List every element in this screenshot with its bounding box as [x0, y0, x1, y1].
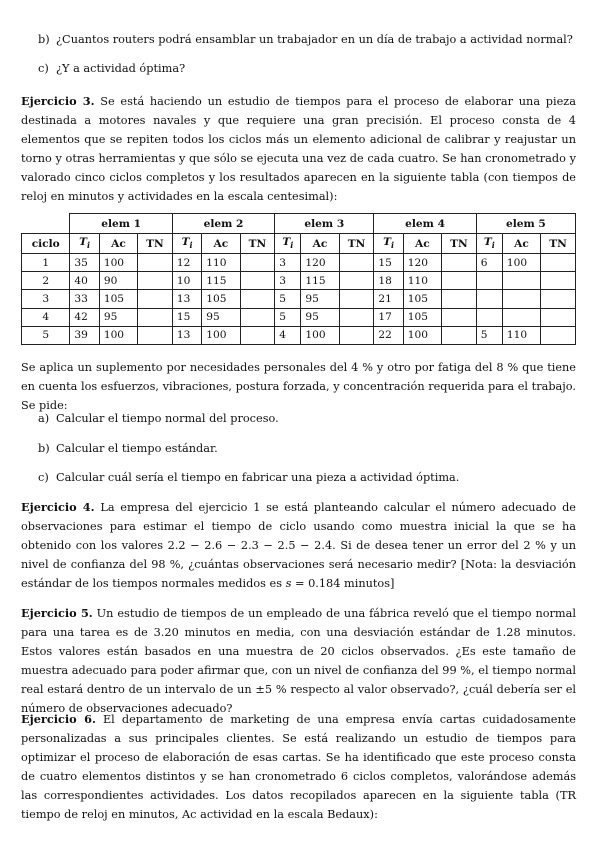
value-cell: 33 — [70, 290, 99, 308]
cycle-header: ciclo — [22, 234, 70, 254]
value-cell — [240, 290, 275, 308]
tn-header: TN — [442, 234, 477, 254]
ac-header: Ac — [301, 234, 339, 254]
value-cell — [541, 272, 576, 290]
exercise-3-supplements: Se aplica un suplemento por necesidades personales del 4 % y otro por fatiga del 8 % que tiene en cuenta los esfuerzos, vibraciones, postura forzada, y concentración requerida para el trabajo. Se pide: — [21, 361, 576, 413]
value-cell: 110 — [202, 254, 240, 272]
value-cell: 3 — [275, 254, 301, 272]
question-c: c) ¿Y a actividad óptima? — [38, 62, 186, 75]
value-cell: 100 — [202, 326, 240, 344]
value-cell: 12 — [172, 254, 201, 272]
value-cell — [339, 254, 374, 272]
value-cell: 21 — [374, 290, 403, 308]
value-cell — [339, 326, 374, 344]
table-group-header — [22, 214, 576, 234]
value-cell: 115 — [301, 272, 339, 290]
value-cell — [138, 254, 173, 272]
value-cell: 120 — [403, 254, 441, 272]
value-cell — [138, 290, 173, 308]
value-cell — [138, 308, 173, 326]
value-cell — [339, 308, 374, 326]
value-cell — [502, 290, 540, 308]
value-cell — [502, 272, 540, 290]
value-cell: 35 — [70, 254, 99, 272]
value-cell: 95 — [99, 308, 137, 326]
tn-header: TN — [339, 234, 374, 254]
value-cell — [240, 254, 275, 272]
table-row — [22, 272, 576, 290]
value-cell: 18 — [374, 272, 403, 290]
cycle-cell: 5 — [22, 326, 70, 344]
exercise-3-item-c: c) Calcular cuál sería el tiempo en fabricar una pieza a actividad óptima. — [38, 471, 460, 484]
ac-header: Ac — [202, 234, 240, 254]
tn-header: TN — [138, 234, 173, 254]
question-b: b) ¿Cuantos routers podrá ensamblar un trabajador en un día de trabajo a actividad normal? — [38, 33, 573, 46]
value-cell: 90 — [99, 272, 137, 290]
value-cell — [240, 326, 275, 344]
group-header: elem 5 — [476, 214, 575, 234]
value-cell: 5 — [275, 308, 301, 326]
value-cell — [541, 308, 576, 326]
value-cell: 3 — [275, 272, 301, 290]
table-sub-header — [22, 234, 576, 254]
value-cell: 13 — [172, 326, 201, 344]
exercise-5: Ejercicio 5. Un estudio de tiempos de un empleado de una fábrica reveló que el tiempo normal para una tarea es de 3.20 minutos en media, con una desviación estándar de 1.28 minutos. Estos valores están basados en una muestra de 20 ciclos observados. ¿Es este tamaño de muestra adecuado para poder afirmar que, con un nivel de confianza del 99 %, el tiempo normal real estará dentro de un intervalo de un ±5 % respecto al valor observado?, ¿cuál debería ser el número de observaciones adecuado? — [21, 606, 576, 716]
value-cell: 15 — [172, 308, 201, 326]
value-cell — [442, 326, 477, 344]
value-cell: 100 — [502, 254, 540, 272]
value-cell — [339, 290, 374, 308]
ac-header: Ac — [99, 234, 137, 254]
value-cell — [541, 254, 576, 272]
ac-header: Ac — [403, 234, 441, 254]
value-cell — [138, 326, 173, 344]
table-row — [22, 254, 576, 272]
value-cell — [240, 272, 275, 290]
exercise-3-item-a: a) Calcular el tiempo normal del proceso. — [38, 412, 279, 425]
exercise-4: Ejercicio 4. La empresa del ejercicio 1 se está planteando calcular el número adecuado de observaciones para estimar el tiempo de ciclo usando como muestra inicial la que se ha obtenido con los valores 2.2 − 2.6 − 2.3 − 2.5 − 2.4. Si de desea tener un error del 2 % y un nivel de confianza del 98 %, ¿cuántas observaciones será necesario medir? [Nota: la desviación estándar de los tiempos normales medidos es s = 0.184 minutos] — [21, 500, 576, 591]
value-cell: 105 — [403, 308, 441, 326]
value-cell — [442, 308, 477, 326]
value-cell — [442, 254, 477, 272]
value-cell: 10 — [172, 272, 201, 290]
group-header: elem 1 — [70, 214, 172, 234]
table-row — [22, 308, 576, 326]
table-row — [22, 326, 576, 344]
cycle-cell: 1 — [22, 254, 70, 272]
t-header: $T_i$ — [172, 234, 201, 254]
t-header: $T_i$ — [476, 234, 502, 254]
cycle-cell: 2 — [22, 272, 70, 290]
value-cell: 15 — [374, 254, 403, 272]
value-cell: 39 — [70, 326, 99, 344]
value-cell: 22 — [374, 326, 403, 344]
group-header: elem 4 — [374, 214, 476, 234]
value-cell: 110 — [502, 326, 540, 344]
value-cell: 110 — [403, 272, 441, 290]
value-cell — [138, 272, 173, 290]
value-cell — [442, 272, 477, 290]
value-cell — [240, 308, 275, 326]
value-cell: 105 — [202, 290, 240, 308]
t-header: $T_i$ — [70, 234, 99, 254]
exercise-3-item-b: b) Calcular el tiempo estándar. — [38, 442, 218, 455]
cycle-cell: 4 — [22, 308, 70, 326]
value-cell: 17 — [374, 308, 403, 326]
group-header: elem 2 — [172, 214, 274, 234]
value-cell: 115 — [202, 272, 240, 290]
value-cell: 105 — [403, 290, 441, 308]
t-header: $T_i$ — [374, 234, 403, 254]
tn-header: TN — [240, 234, 275, 254]
ac-header: Ac — [502, 234, 540, 254]
value-cell: 5 — [476, 326, 502, 344]
group-header: elem 3 — [275, 214, 374, 234]
value-cell: 100 — [301, 326, 339, 344]
value-cell: 100 — [99, 254, 137, 272]
value-cell — [476, 290, 502, 308]
value-cell — [502, 308, 540, 326]
value-cell: 95 — [202, 308, 240, 326]
times-table — [21, 213, 576, 345]
cycle-cell: 3 — [22, 290, 70, 308]
t-header: $T_i$ — [275, 234, 301, 254]
value-cell — [541, 326, 576, 344]
value-cell — [476, 272, 502, 290]
exercise-3: Ejercicio 3. Se está haciendo un estudio de tiempos para el proceso de elaborar una pieza destinada a motores navales y que requiere una gran precisión. El proceso consta de 4 elementos que se repiten todos los ciclos más un elemento adicional de calibrar y reajustar un torno y otras herramientas y que sólo se ejecuta una vez de cada cuatro. Se han cronometrado y valorado cinco ciclos completos y los resultados aparecen en la siguiente tabla (con tiempos de reloj en minutos y actividades en la escala centesimal): — [21, 94, 576, 204]
value-cell: 6 — [476, 254, 502, 272]
table-row — [22, 290, 576, 308]
value-cell: 100 — [99, 326, 137, 344]
value-cell: 13 — [172, 290, 201, 308]
value-cell: 105 — [99, 290, 137, 308]
tn-header: TN — [541, 234, 576, 254]
value-cell: 95 — [301, 308, 339, 326]
value-cell — [339, 272, 374, 290]
value-cell: 40 — [70, 272, 99, 290]
exercise-6: Ejercicio 6. El departamento de marketing de una empresa envía cartas cuidadosamente personalizadas a sus principales clientes. Se está realizando un estudio de tiempos para optimizar el proceso de elaboración de esas cartas. Se ha identificado que este proceso consta de cuatro elementos distintos y se han cronometrado 6 ciclos completos, valorándose además las correspondientes actividades. Los datos recopilados aparecen en la siguiente tabla (TR tiempo de reloj en minutos, Ac actividad en la escala Bedaux): — [21, 712, 576, 822]
value-cell — [476, 308, 502, 326]
value-cell: 42 — [70, 308, 99, 326]
value-cell — [541, 290, 576, 308]
value-cell: 4 — [275, 326, 301, 344]
value-cell: 100 — [403, 326, 441, 344]
value-cell: 5 — [275, 290, 301, 308]
value-cell — [442, 290, 477, 308]
value-cell: 120 — [301, 254, 339, 272]
value-cell: 95 — [301, 290, 339, 308]
